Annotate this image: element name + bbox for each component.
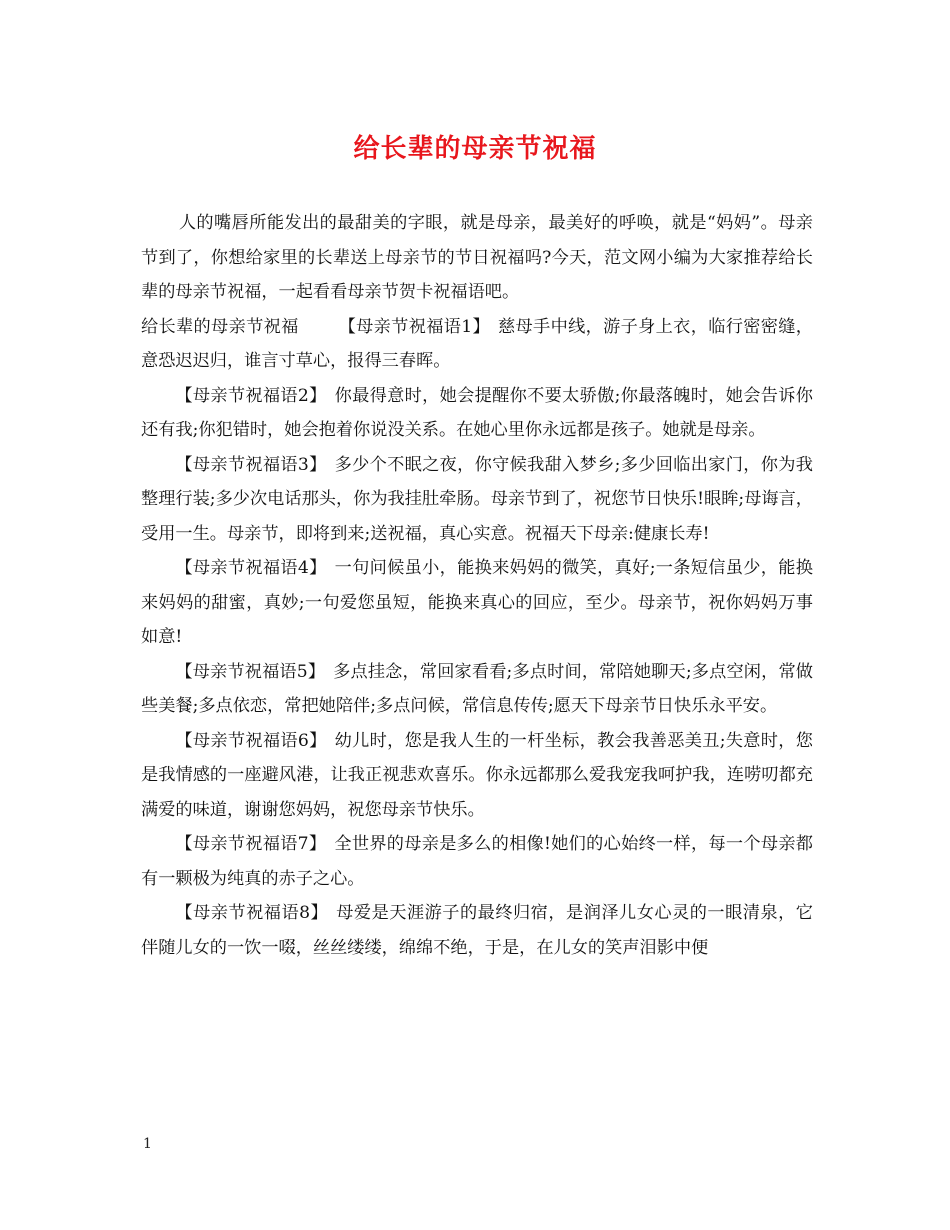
blessing-heading: 【母亲节祝福语6】 — [175, 730, 327, 751]
blessing-heading: 【母亲节祝福语4】 — [175, 558, 327, 578]
blessing-heading: 【母亲节祝福语3】 — [175, 454, 327, 475]
intro-paragraph: 人的嘴唇所能发出的最甜美的字眼，就是母亲，最美好的呼唤，就是“妈妈”。母亲节到了，你想给家里的长辈送上母亲节的节日祝福吗?今天，范文网小编为大家推荐给长辈的母亲节祝福，一起看看母亲节贺卡祝福语吧。 — [141, 213, 813, 302]
blessing-paragraph-5 — [141, 655, 813, 724]
blessing-heading: 【母亲节祝福语8】 — [175, 903, 329, 923]
blessing-heading: 【母亲节祝福语2】 — [175, 385, 327, 406]
blessing-paragraph-8 — [141, 896, 813, 965]
blessing-paragraph-2 — [141, 379, 813, 448]
blessing-text: 多点挂念，常回家看看;多点时间，常陪她聊天;多点空闲，常做些美餐;多点依恋，常把她陪伴;多点问候，常信息传传;愿天下母亲节日快乐永平安。 — [141, 661, 813, 716]
blessing-text: 慈母手中线，游子身上衣，临行密密缝，意恐迟迟归，谁言寸草心，报得三春晖。 — [141, 316, 813, 371]
document-body — [141, 206, 813, 965]
blessing-text: 多少个不眠之夜，你守候我甜入梦乡;多少回临出家门，你为我整理行装;多少次电话那头，你为我挂肚牵肠。母亲节到了，祝您节日快乐!眼眸;母诲言，受用一生。母亲节，即将到来;送祝福，真心实意。祝福天下母亲:健康长寿! — [141, 454, 813, 544]
blessing-paragraph-4 — [141, 551, 813, 655]
blessing-paragraph-3 — [141, 448, 813, 552]
blessing-paragraph-1 — [141, 310, 813, 379]
blessing-text: 一句问候虽小，能换来妈妈的微笑，真好;一条短信虽少，能换来妈妈的甜蜜，真妙;一句爱您虽短，能换来真心的回应，至少。母亲节，祝你妈妈万事如意! — [141, 558, 813, 647]
blessing-text: 幼儿时，您是我人生的一杆坐标，教会我善恶美丑;失意时，您是我情感的一座避风港，让我正视悲欢喜乐。你永远都那么爱我宠我呵护我，连唠叨都充满爱的味道，谢谢您妈妈，祝您母亲节快乐。 — [141, 730, 813, 820]
blessing-paragraph-7 — [141, 827, 813, 896]
blessing-text: 你最得意时，她会提醒你不要太骄傲;你最落魄时，她会告诉你还有我;你犯错时，她会抱着你说没关系。在她心里你永远都是孩子。她就是母亲。 — [141, 385, 813, 440]
blessing-text: 全世界的母亲是多么的相像!她们的心始终一样，每一个母亲都有一颗极为纯真的赤子之心。 — [141, 834, 813, 889]
blessing-heading: 【母亲节祝福语1】 — [338, 316, 491, 337]
page-number: 1 — [143, 1136, 152, 1152]
blessing-heading: 【母亲节祝福语7】 — [175, 834, 327, 854]
blessing-paragraph-6 — [141, 724, 813, 828]
section-label: 给长辈的母亲节祝福 — [141, 316, 299, 337]
blessing-text: 母爱是天涯游子的最终归宿，是润泽儿女心灵的一眼清泉，它伴随儿女的一饮一啜，丝丝缕缕，绵绵不绝，于是，在儿女的笑声泪影中便 — [141, 903, 813, 958]
blessing-heading: 【母亲节祝福语5】 — [175, 661, 326, 682]
document-title: 给长辈的母亲节祝福 — [353, 134, 597, 164]
